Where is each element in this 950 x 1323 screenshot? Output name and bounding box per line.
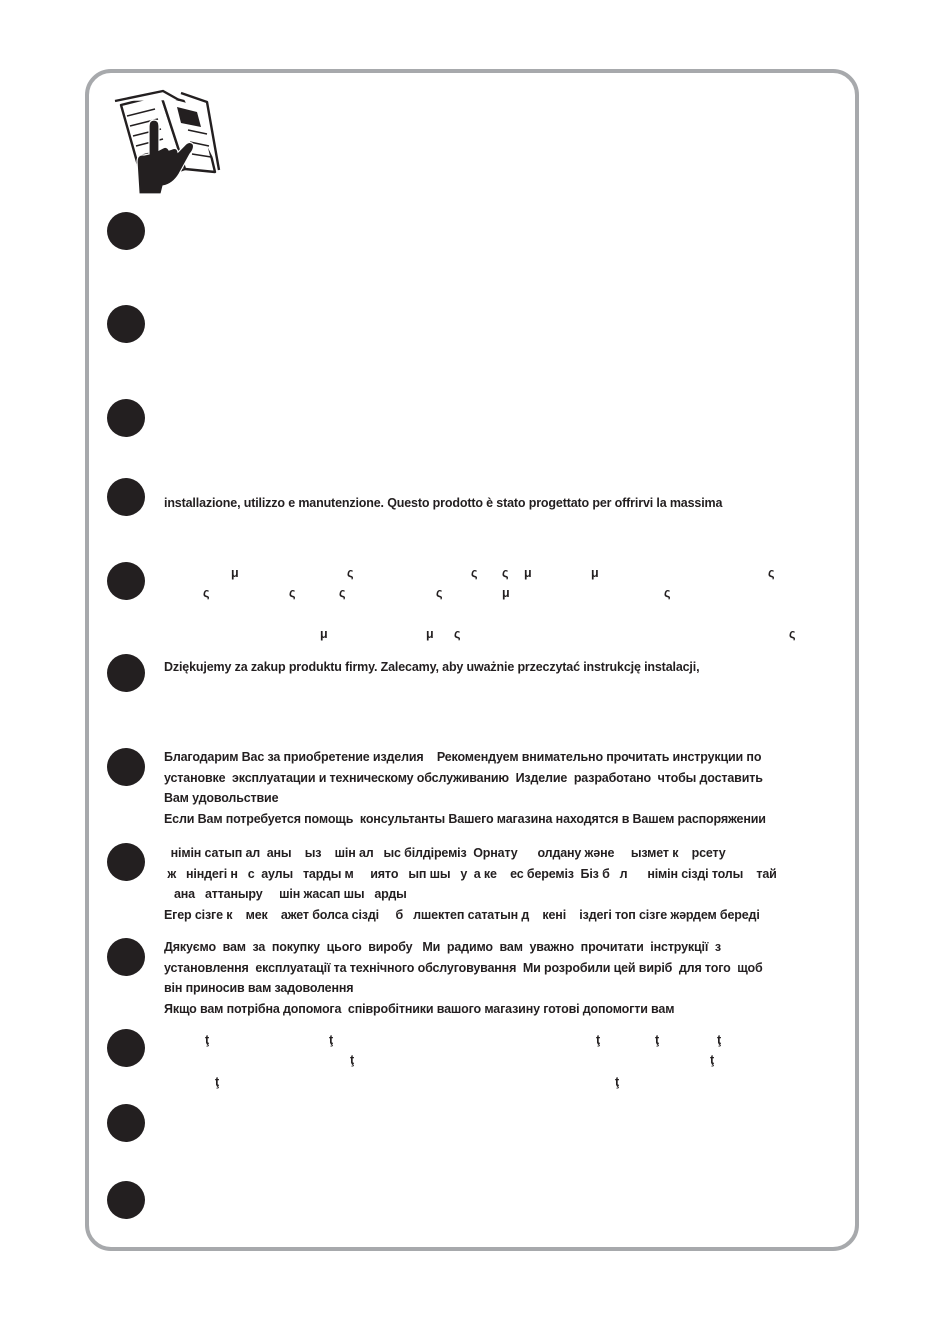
intro-kazakh: [164, 843, 804, 925]
text-line: Егер сізге к мек ажет болса сізді б лшектеп сататын д кені іздегі топ сізге жәрдем береді: [164, 907, 760, 922]
text-line: Вам удовольствие: [164, 791, 279, 805]
text-glyph: ς: [768, 566, 775, 580]
text-line: установке эксплуатации и техническому обслуживанию Изделие разработано чтобы доставить: [164, 770, 763, 785]
text-line: installazione, utilizzo e manutenzione. Questo prodotto è stato progettato per offrirvi la massima: [164, 496, 723, 510]
text-glyph: ţ: [350, 1053, 355, 1067]
text-glyph: μ: [231, 566, 239, 580]
bullet-dot: [107, 478, 145, 516]
bullet-dot: [107, 562, 145, 600]
read-manual-icon: [111, 84, 223, 200]
text-glyph: ţ: [215, 1075, 220, 1089]
text-glyph: ς: [502, 566, 509, 580]
text-line: ана аттаныру шін жасап шы арды: [164, 887, 407, 901]
text-glyph: ς: [203, 586, 210, 600]
text-line: Если Вам потребуется помощь консультанты Вашего магазина находятся в Вашем распоряжении: [164, 811, 766, 826]
intro-italian: [164, 493, 804, 514]
bullet-dot: [107, 748, 145, 786]
text-glyph: ţ: [710, 1053, 715, 1067]
text-line: ж ніндегі н с аулы тарды м иятo ып шы у а ке ес береміз Біз б л німін сізді толы тай: [164, 866, 777, 881]
text-line: німін сатып ал аны ыз шін ал ыс білдіреміз Орнату олдану және ызмет к рсету: [164, 846, 726, 860]
text-line: установлення експлуатації та технічного обслуговування Ми розробили цей виріб для того щоб: [164, 960, 763, 975]
text-glyph: ς: [471, 566, 478, 580]
text-glyph: μ: [426, 627, 434, 641]
text-glyph: μ: [524, 566, 532, 580]
bullet-dot: [107, 938, 145, 976]
text-glyph: μ: [591, 566, 599, 580]
text-glyph: ţ: [655, 1033, 660, 1047]
text-glyph: ţ: [596, 1033, 601, 1047]
bullet-dot: [107, 654, 145, 692]
text-line: Благодарим Вас за приобретение изделия Рекомендуем внимательно прочитать инструкции по: [164, 750, 762, 764]
text-glyph: ς: [664, 586, 671, 600]
text-glyph: ς: [454, 627, 461, 641]
text-line: він приносив вам задоволення: [164, 981, 354, 995]
intro-russian: [164, 747, 804, 829]
text-glyph: ς: [436, 586, 443, 600]
text-glyph: ς: [347, 566, 354, 580]
bullet-dot: [107, 843, 145, 881]
intro-ukrainian: [164, 937, 804, 1019]
intro-polish: [164, 657, 804, 678]
text-line: Дякуємо вам за покупку цього виробу Ми радимо вам уважно прочитати інструкції з: [164, 940, 721, 954]
text-line: Dziękujemy za zakup produktu firmy. Zalecamy, aby uważnie przeczytać instrukcję instalacji,: [164, 660, 700, 674]
text-glyph: ς: [289, 586, 296, 600]
text-glyph: ς: [339, 586, 346, 600]
text-glyph: ţ: [205, 1033, 210, 1047]
bullet-dot: [107, 305, 145, 343]
text-glyph: μ: [320, 627, 328, 641]
text-line: Якщо вам потрібна допомога співробітники вашого магазину готові допомогти вам: [164, 1001, 675, 1016]
bullet-dot: [107, 1029, 145, 1067]
text-glyph: ţ: [329, 1033, 334, 1047]
text-glyph: ς: [789, 627, 796, 641]
bullet-dot: [107, 212, 145, 250]
text-glyph: ţ: [615, 1075, 620, 1089]
bullet-dot: [107, 1104, 145, 1142]
bullet-dot: [107, 399, 145, 437]
text-glyph: ţ: [717, 1033, 722, 1047]
bullet-dot: [107, 1181, 145, 1219]
text-glyph: μ: [502, 586, 510, 600]
